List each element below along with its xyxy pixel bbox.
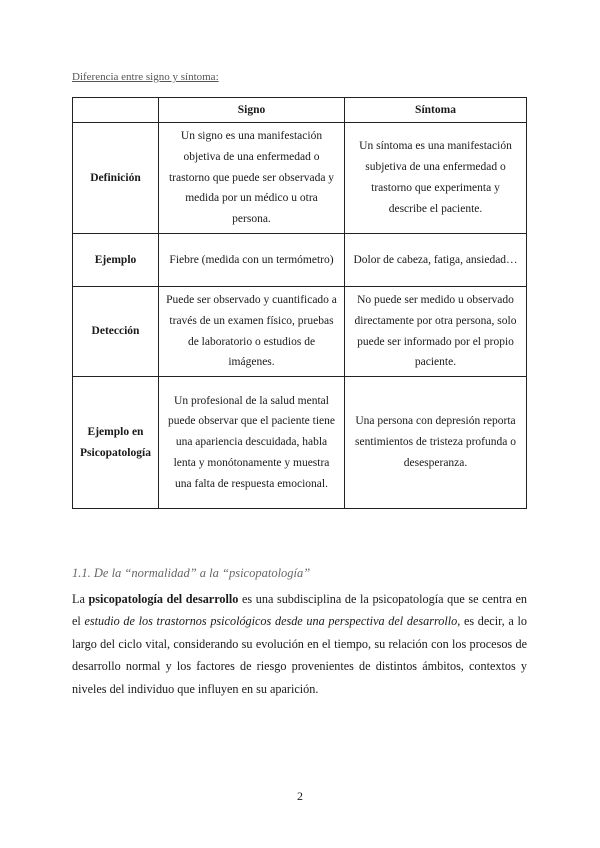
table-caption: Diferencia entre signo y síntoma: (72, 71, 219, 83)
header-signo: Signo (159, 98, 345, 123)
table-row (73, 377, 527, 509)
cell-sintoma: Una persona con depresión reporta sentimientos de tristeza profunda o desesperanza. (345, 377, 527, 509)
cell-signo: Un profesional de la salud mental puede observar que el paciente tiene una apariencia descuidada, habla lenta y monótonamente y muestra una falta de respuesta emocional. (159, 377, 345, 509)
table-row (73, 287, 527, 377)
cell-signo: Fiebre (medida con un termómetro) (159, 234, 345, 287)
row-label: Ejemplo (73, 234, 159, 287)
para-text: es una subdisciplina de la psicopatología que se centra en el (72, 592, 528, 629)
cell-sintoma: No puede ser medido u observado directamente por otra persona, solo puede ser informado por el propio paciente. (345, 287, 527, 377)
row-label: Detección (73, 287, 159, 377)
cell-signo: Puede ser observado y cuantificado a través de un examen físico, pruebas de laboratorio o estudios de imágenes. (159, 287, 345, 377)
comparison-table (72, 97, 527, 509)
table-row (73, 123, 527, 234)
para-italic-phrase: estudio de los trastornos psicológicos desde una perspectiva del desarrollo (84, 614, 458, 629)
cell-sintoma: Dolor de cabeza, fatiga, ansiedad… (345, 234, 527, 287)
section-heading: 1.1. De la “normalidad” a la “psicopatología” (72, 566, 311, 580)
body-paragraph (72, 588, 527, 700)
table-header-row (73, 98, 527, 123)
para-text: La (72, 592, 89, 606)
header-sintoma: Síntoma (345, 98, 527, 123)
table-row (73, 234, 527, 287)
para-bold-term: psicopatología del desarrollo (88, 592, 239, 606)
cell-sintoma: Un síntoma es una manifestación subjetiva de una enfermedad o trastorno que experimenta y describe el paciente. (345, 123, 527, 234)
para-text: , es decir, a lo largo del ciclo vital, considerando su evolución en el tiempo, su relación con los procesos de desarrollo normal y los factores de riesgo provenientes de distintos ámbitos, contextos y niveles del individuo que influyen en su aparición. (72, 614, 527, 696)
cell-signo: Un signo es una manifestación objetiva de una enfermedad o trastorno que puede ser observada y medida por un médico u otra persona. (159, 123, 345, 234)
page-number: 2 (297, 789, 303, 803)
row-label: Ejemplo en Psicopatología (73, 377, 159, 509)
header-empty-cell (73, 98, 159, 123)
row-label: Definición (73, 123, 159, 234)
